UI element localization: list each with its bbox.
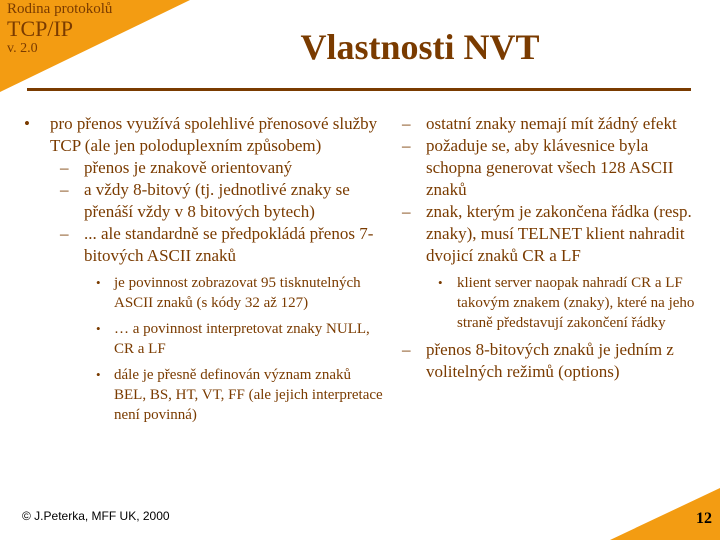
- small-bullet-item: [24, 319, 384, 359]
- small-bullet-item: [24, 365, 384, 425]
- dash-marker: –: [402, 114, 411, 133]
- right-column: [400, 113, 706, 383]
- dash-marker: –: [402, 136, 411, 155]
- dash-text: a vždy 8-bitový (tj. jednotlivé znaky se přenáší vždy v 8 bitových bytech): [84, 180, 350, 221]
- bullet-item: [24, 113, 384, 157]
- dash-marker: –: [60, 180, 69, 199]
- small-bullet-item: [24, 273, 384, 313]
- dash-marker: –: [60, 224, 69, 243]
- footer-copyright: © J.Peterka, MFF UK, 2000: [22, 509, 170, 523]
- small-bullet-marker: •: [96, 367, 101, 382]
- dash-marker: –: [60, 158, 69, 177]
- dash-item: [400, 339, 706, 383]
- dash-item: [24, 157, 384, 179]
- dash-text: ... ale standardně se předpokládá přenos 7-bitových ASCII znaků: [84, 224, 374, 265]
- dash-item: [24, 179, 384, 223]
- version-label: v. 2.0: [7, 41, 38, 56]
- left-column: [24, 113, 384, 425]
- bullet-text: pro přenos využívá spolehlivé přenosové služby TCP (ale jen poloduplexním způsobem): [50, 114, 378, 155]
- dash-text: přenos 8-bitových znaků je jedním z volitelných režimů (options): [426, 340, 674, 381]
- course-title: TCP/IP: [7, 16, 74, 41]
- page-number: 12: [696, 510, 712, 527]
- dash-text: požaduje se, aby klávesnice byla schopna generovat všech 128 ASCII znaků: [426, 136, 674, 199]
- course-name: Rodina protokolů: [7, 1, 113, 17]
- small-bullet-marker: •: [438, 275, 443, 290]
- dash-item: [24, 223, 384, 267]
- dash-text: ostatní znaky nemají mít žádný efekt: [426, 114, 677, 133]
- small-bullet-text: dále je přesně definován význam znaků BEL, BS, HT, VT, FF (ale jejich interpretace není povinná): [114, 367, 383, 423]
- course-header: [7, 2, 112, 56]
- small-bullet-text: klient server naopak nahradí CR a LF takovým znakem (znaky), které na jeho straně představují zakončení řádky: [457, 275, 695, 331]
- dash-text: znak, kterým je zakončena řádka (resp. znaky), musí TELNET klient nahradit dvojicí znaků CR a LF: [426, 202, 692, 265]
- title-divider: [27, 88, 691, 91]
- small-bullet-text: je povinnost zobrazovat 95 tisknutelných ASCII znaků (s kódy 32 až 127): [114, 275, 361, 311]
- dash-marker: –: [402, 340, 411, 359]
- dash-text: přenos je znakově orientovaný: [84, 158, 293, 177]
- small-bullet-marker: •: [96, 275, 101, 290]
- dash-marker: –: [402, 202, 411, 221]
- slide-title: Vlastnosti NVT: [300, 27, 540, 67]
- bullet-marker: •: [24, 114, 30, 133]
- small-bullet-marker: •: [96, 321, 101, 336]
- dash-item: [400, 201, 706, 267]
- small-bullet-item: [400, 273, 706, 333]
- dash-item: [400, 135, 706, 201]
- small-bullet-text: … a povinnost interpretovat znaky NULL, CR a LF: [114, 321, 370, 357]
- dash-item: [400, 113, 706, 135]
